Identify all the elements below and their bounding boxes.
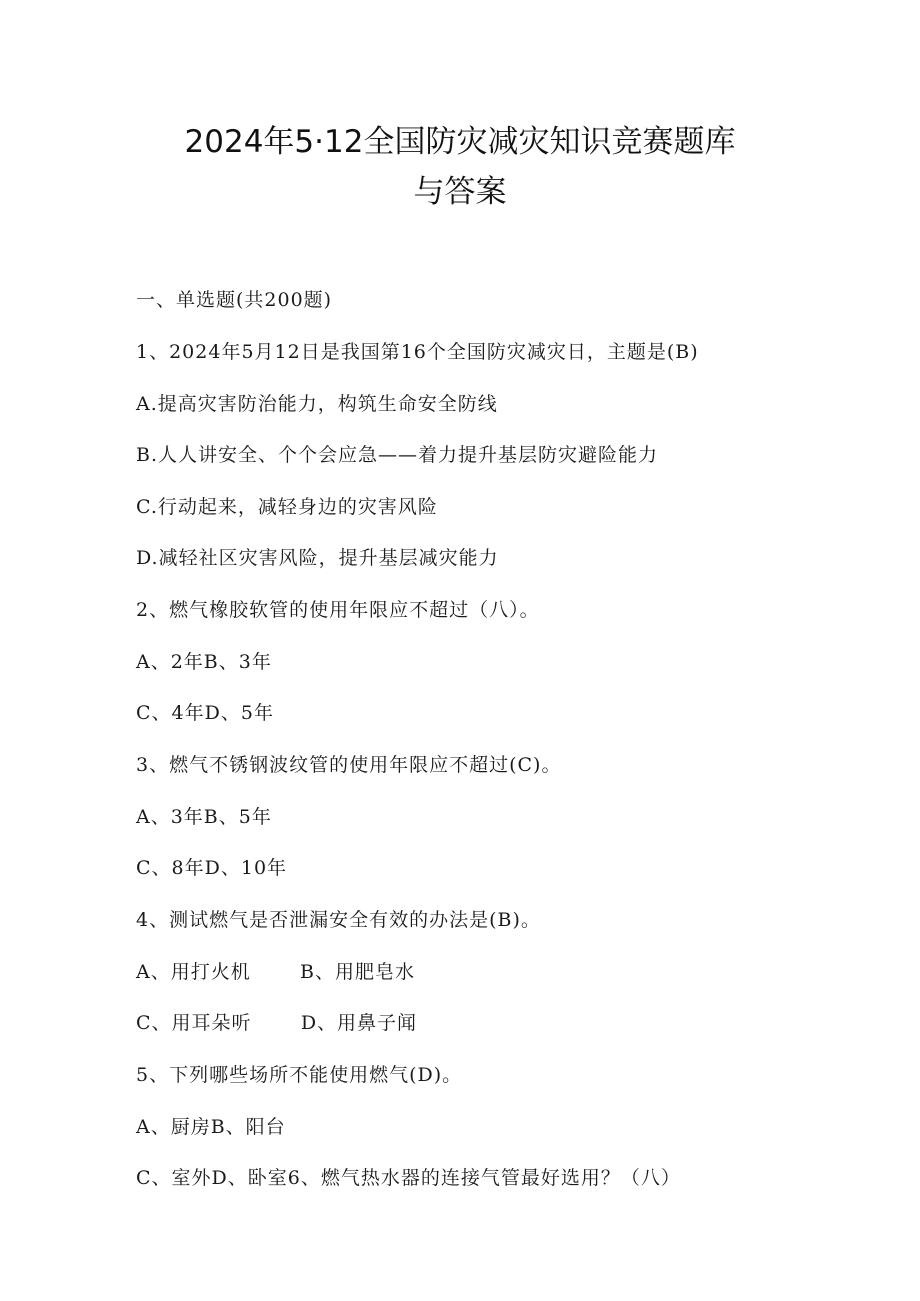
section-heading: 一、单选题(共200题): [136, 289, 333, 311]
question-5-options-cd-and-question-6: C、室外D、卧室6、燃气热水器的连接气管最好选用？（八）: [136, 1167, 681, 1189]
question-2: 2、燃气橡胶软管的使用年限应不超过（八）。: [136, 599, 540, 621]
question-1-option-a: A.提高灾害防治能力，构筑生命安全防线: [136, 393, 498, 415]
question-3-options-ab: A、3年B、5年: [136, 806, 272, 828]
question-3-options-cd: C、8年D、10年: [136, 857, 288, 879]
question-4-options-ab: A、用打火机 B、用肥皂水: [136, 961, 415, 983]
question-4: 4、测试燃气是否泄漏安全有效的办法是(B)。: [136, 909, 541, 931]
question-2-options-ab: A、2年B、3年: [136, 651, 272, 673]
question-1: 1、2024年5月12日是我国第16个全国防灾减灾日，主题是(B): [136, 341, 699, 363]
document-title-line-2: 与答案: [413, 174, 507, 210]
question-5: 5、下列哪些场所不能使用燃气(D)。: [136, 1064, 463, 1086]
question-3: 3、燃气不锈钢波纹管的使用年限应不超过(C)。: [136, 754, 562, 776]
question-2-options-cd: C、4年D、5年: [136, 702, 274, 724]
question-5-options-ab: A、厨房B、阳台: [136, 1116, 286, 1138]
question-1-option-c: C.行动起来，减轻身边的灾害风险: [136, 496, 438, 518]
question-1-option-d: D.减轻社区灾害风险，提升基层减灾能力: [136, 547, 499, 569]
question-1-option-b: B.人人讲安全、个个会应急——着力提升基层防灾避险能力: [136, 444, 659, 466]
document-title-line-1: 2024年5·12全国防灾减灾知识竞赛题库: [184, 124, 736, 160]
question-4-options-cd: C、用耳朵听 D、用鼻子闻: [136, 1012, 418, 1034]
